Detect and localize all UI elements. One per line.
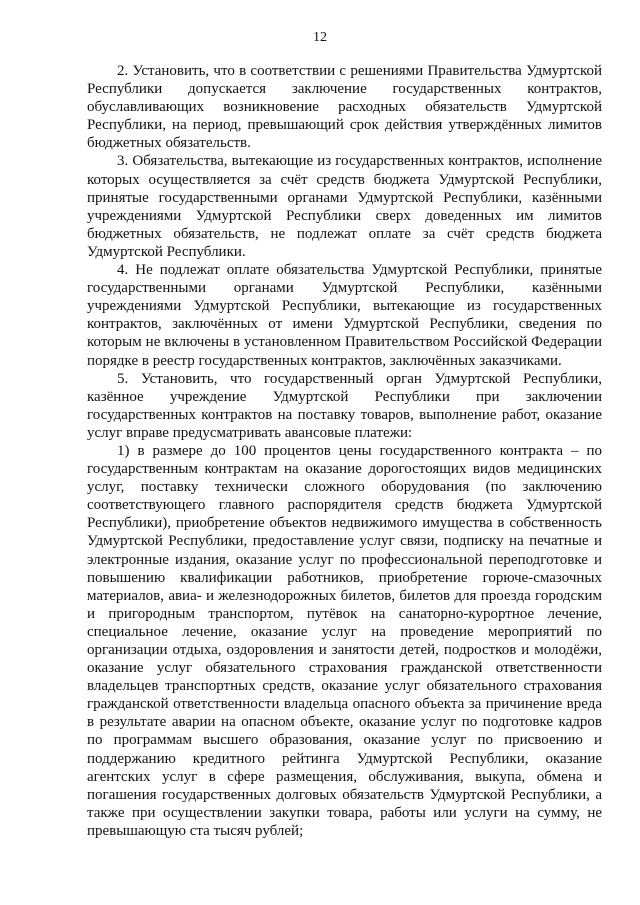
paragraph-item-4: 4. Не подлежат оплате обязательства Удмуртской Республики, принятые государственными органами Удмуртской Республики, казёнными учреждениями Удмуртской Республики, вытекающие из государственных контрактов, заключённых от имени Удмуртской Республики, сведения по которым не включены в установленном Правительством Российской Федерации порядке в реестр государственных контрактов, заключённых заказчиками. [87,262,602,369]
paragraph-item-2: 2. Установить, что в соответствии с решениями Правительства Удмуртской Республики допускается заключение государственных контрактов, обуславливающих возникновение расходных обязательств Удмуртской Республики, на период, превышающий срок действия утверждённых лимитов бюджетных обязательств. [87,63,602,152]
document-body [87,62,602,840]
paragraph-item-3: 3. Обязательства, вытекающие из государственных контрактов, исполнение которых осуществляется за счёт средств бюджета Удмуртской Республики, принятые государственными органами Удмуртской Республики, казёнными учреждениями Удмуртской Республики сверх доведенных им лимитов бюджетных обязательств, не подлежат оплате за счёт средств бюджета Удмуртской Республики. [87,153,602,260]
page-number: 12 [313,30,327,45]
paragraph-item-5: 5. Установить, что государственный орган Удмуртской Республики, казённое учреждение Удмуртской Республики при заключении государственных контрактов на поставку товаров, выполнение работ, оказание услуг вправе предусматривать авансовые платежи: [87,370,602,441]
paragraph-subitem-1: 1) в размере до 100 процентов цены государственного контракта – по государственным контрактам на оказание дорогостоящих видов медицинских услуг, поставку технически сложного оборудования (по заключению соответствующего главного распорядителя средств бюджета Удмуртской Республики), приобретение объектов недвижимого имущества в собственность Удмуртской Республики, предоставление услуг связи, подписку на печатные и электронные издания, оказание услуг по профессиональной переподготовке и повышению квалификации работников, приобретение горюче-смазочных материалов, авиа- и железнодорожных билетов, билетов для проезда городским и пригородным транспортом, путёвок на санаторно-курортное лечение, специальное лечение, оказание услуг на проведение мероприятий по организации отдыха, оздоровления и занятости детей, подростков и молодёжи, оказание услуг обязательного страхования гражданской ответственности владельцев транспортных средств, оказание услуг обязательного страхования гражданской ответственности владельца опасного объекта за причинение вреда в результате аварии на опасном объекте, оказание услуг по подготовке кадров по программам высшего образования, оказание услуг по присвоению и поддержанию кредитного рейтинга Удмуртской Республики, оказание агентских услуг в сфере размещения, обслуживания, выкупа, обмена и погашения государственных долговых обязательств Удмуртской Республики, а также при осуществлении закупки товара, работы или услуги на сумму, не превышающую ста тысяч рублей; [87,442,602,839]
